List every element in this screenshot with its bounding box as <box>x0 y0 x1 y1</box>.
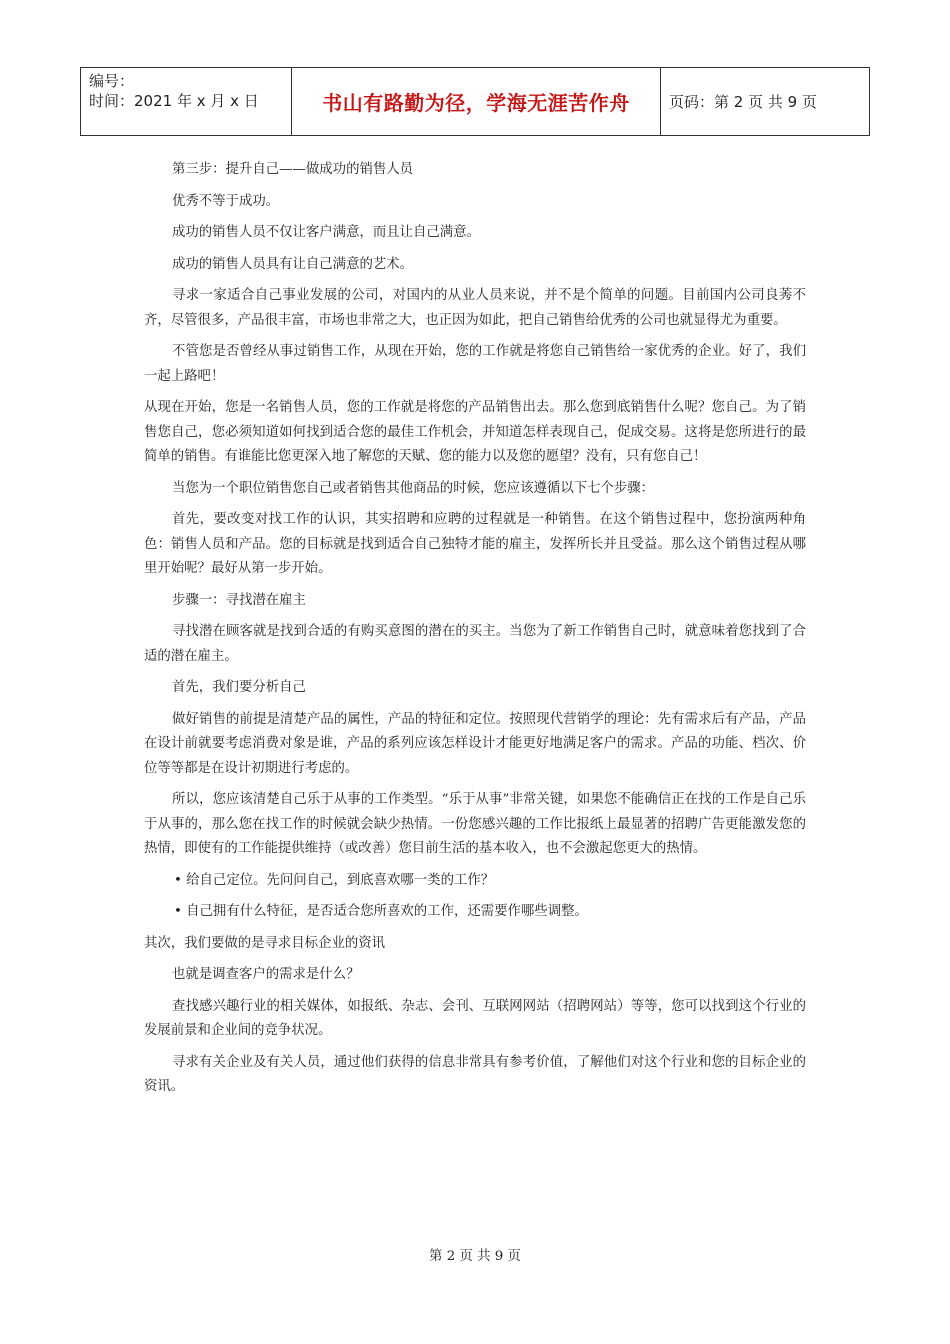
paragraph: 所以，您应该清楚自己乐于从事的工作类型。“乐于从事”非常关键，如果您不能确信正在找的工作是自己乐于从事的，那么您在找工作的时候就会缺少热情。一份您感兴趣的工作比报纸上最显著的招聘广告更能激发您的热情，即使有的工作能提供维持（或改善）您目前生活的基本收入，也不会激起您更大的热情。 <box>144 792 806 856</box>
header-page-label: 页码：第 2 页 共 9 页 <box>661 68 870 136</box>
document-number-label: 编号： <box>89 72 135 90</box>
header-meta-cell <box>81 68 292 136</box>
bullet-item: • 自己拥有什么特征，是否适合您所喜欢的工作，还需要作哪些调整。 <box>174 904 588 919</box>
paragraph: 做好销售的前提是清楚产品的属性，产品的特征和定位。按照现代营销学的理论：先有需求后有产品，产品在设计前就要考虑消费对象是谁，产品的系列应该怎样设计才能更好地满足客户的需求。产品的功能、档次、价位等等都是在设计初期进行考虑的。 <box>144 711 806 776</box>
paragraph: 首先，要改变对找工作的认识，其实招聘和应聘的过程就是一种销售。在这个销售过程中，您扮演两种角色：销售人员和产品。您的目标就是找到适合自己独特才能的雇主，发挥所长并且受益。那么这个销售过程从哪里开始呢？最好从第一步开始。 <box>144 512 806 576</box>
header-table <box>80 67 870 136</box>
paragraph: 从现在开始，您是一名销售人员，您的工作就是将您的产品销售出去。那么您到底销售什么呢？您自己。为了销售您自己，您必须知道如何找到适合您的最佳工作机会，并知道怎样表现自己，促成交易。这将是您所进行的最简单的销售。有谁能比您更深入地了解您的天赋、您的能力以及您的愿望？没有，只有您自己！ <box>144 400 806 464</box>
paragraph: 寻找潜在顾客就是找到合适的有购买意图的潜在的买主。当您为了新工作销售自己时，就意味着您找到了合适的潜在雇主。 <box>144 624 806 664</box>
subheading: 其次，我们要做的是寻求目标企业的资讯 <box>144 935 386 951</box>
paragraph: 成功的销售人员具有让自己满意的艺术。 <box>172 256 414 272</box>
subheading: 首先，我们要分析自己 <box>172 680 306 695</box>
paragraph: 优秀不等于成功。 <box>172 193 280 209</box>
paragraph: 寻求一家适合自己事业发展的公司，对国内的从业人员来说，并不是个简单的问题。目前国内公司良莠不齐，尽管很多，产品很丰富，市场也非常之大，也正因为如此，把自己销售给优秀的公司也就显得尤为重要。 <box>144 288 806 328</box>
header-motto: 书山有路勤为径，学海无涯苦作舟 <box>292 68 661 136</box>
paragraph: 查找感兴趣行业的相关媒体，如报纸、杂志、会刊、互联网网站（招聘网站）等等，您可以找到这个行业的发展前景和企业间的竞争状况。 <box>144 998 806 1038</box>
page-footer: 第 2 页 共 9 页 <box>429 1249 521 1264</box>
paragraph: 当您为一个职位销售您自己或者销售其他商品的时候，您应该遵循以下七个步骤： <box>172 480 655 496</box>
paragraph: 寻求有关企业及有关人员，通过他们获得的信息非常具有参考价值，了解他们对这个行业和您的目标企业的资讯。 <box>144 1054 806 1094</box>
paragraph: 不管您是否曾经从事过销售工作，从现在开始，您的工作就是将您自己销售给一家优秀的企业。好了，我们一起上路吧！ <box>144 344 806 384</box>
paragraph: 成功的销售人员不仅让客户满意，而且让自己满意。 <box>172 225 480 240</box>
document-time-label: 时间：2021 年 x 月 x 日 <box>89 92 259 110</box>
step-heading: 步骤一：寻找潜在雇主 <box>172 592 306 608</box>
paragraph: 也就是调查客户的需求是什么？ <box>172 967 360 982</box>
section-heading: 第三步：提升自己——做成功的销售人员 <box>172 162 414 177</box>
document-body <box>144 158 806 1107</box>
bullet-item: • 给自己定位。先问问自己，到底喜欢哪一类的工作？ <box>174 872 495 888</box>
